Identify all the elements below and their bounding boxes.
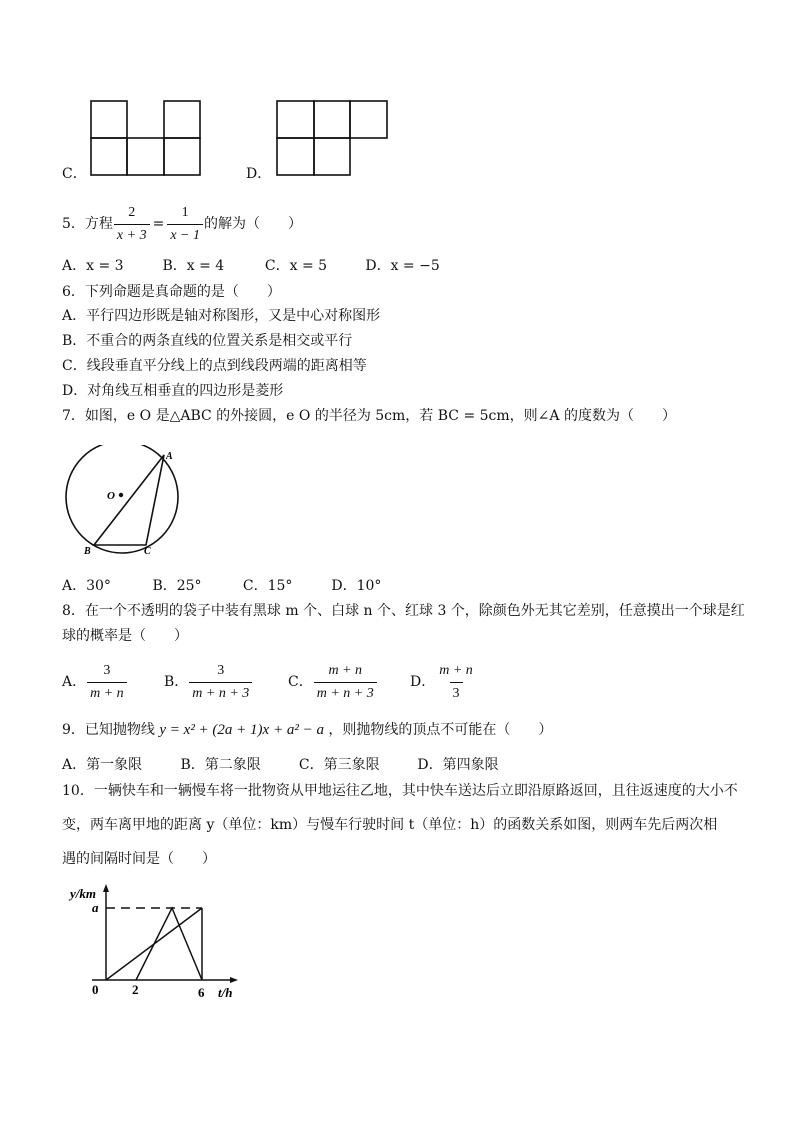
- label-o: O: [107, 490, 115, 502]
- q8-option-a-num: 3: [103, 662, 111, 678]
- q5-option-c: C．x = 5: [264, 258, 328, 274]
- q8-option-d-den: 3: [450, 682, 463, 704]
- tick-6-label: 6: [198, 985, 205, 1000]
- q8-stem-line2: 球的概率是（ ）: [62, 628, 188, 644]
- fast-car-line: [136, 908, 202, 980]
- q4-option-c-figure-full: [90, 100, 210, 178]
- q9-option-b: B．第二象限: [180, 757, 261, 773]
- q8-option-c-num: m + n: [328, 662, 362, 678]
- circumcircle-o: [66, 445, 178, 553]
- x-axis-label: t/h: [218, 985, 233, 1000]
- q8-stem-line1: 8．在一个不透明的袋子中装有黑球 m 个、白球 n 个、红球 3 个，除颜色外无其它差别，任意摸出一个球是红: [62, 603, 745, 619]
- q4-option-d-label: D．: [246, 166, 272, 182]
- q8-option-b-num: 3: [217, 662, 225, 678]
- q6-stem: 6．下列命题是真命题的是（ ）: [62, 284, 281, 300]
- q7-option-a: A．30°: [62, 578, 111, 594]
- q8-option-a: [62, 661, 164, 704]
- q6-option-d: D．对角线互相垂直的四边形是菱形: [62, 383, 284, 399]
- q10-stem-line2: 变，两车离甲地的距离 y（单位：km）与慢车行驶时间 t（单位：h）的函数关系如图，则两车先后两次相: [62, 817, 718, 833]
- q8-option-c: [288, 661, 410, 704]
- q8-option-b-den: m + n + 3: [189, 682, 252, 704]
- q9-formula: y = x² + (2a + 1)x + a² − a: [159, 722, 324, 738]
- y-axis-arrow: [103, 884, 109, 892]
- q5-stem: [62, 204, 302, 244]
- q5-option-d: D．x = −5: [365, 258, 440, 274]
- q5-frac2-numerator: 1: [181, 204, 189, 220]
- q5-suffix: 的解为（ ）: [204, 216, 302, 232]
- q5-options: [62, 256, 440, 276]
- q9-suffix: ，则抛物线的顶点不可能在（ ）: [328, 722, 553, 738]
- triangle-abc: [94, 455, 164, 545]
- q10-stem-line1: 10．一辆快车和一辆慢车将一批物资从甲地运往乙地，其中快车送达后立即沿原路返回，且往返速度的大小不: [62, 783, 738, 799]
- q8-option-a-label: A．: [62, 674, 87, 690]
- q8-option-b: [164, 661, 288, 704]
- q7-option-c: C．15°: [242, 578, 293, 594]
- center-o-dot: [119, 493, 123, 497]
- q8-options: [62, 660, 477, 704]
- q6-option-c: C．线段垂直平分线上的点到线段两端的距离相等: [62, 358, 367, 374]
- q8-option-c-label: C．: [288, 674, 313, 690]
- q5-frac2-denominator: x − 1: [167, 224, 203, 246]
- tick-a-label: a: [92, 900, 99, 915]
- q5-prefix: 5．方程: [62, 216, 113, 232]
- q6-option-a: A．平行四边形既是轴对称图形，又是中心对称图形: [62, 308, 381, 324]
- q6-option-b: B．不重合的两条直线的位置关系是相交或平行: [62, 333, 353, 349]
- q8-option-d-num: m + n: [439, 662, 473, 678]
- origin-label: 0: [92, 982, 99, 997]
- q5-frac1-denominator: x + 3: [114, 224, 150, 246]
- tick-2-label: 2: [132, 982, 139, 997]
- x-axis-arrow: [230, 977, 238, 983]
- q9-stem: [62, 720, 552, 740]
- q9-option-c: C．第三象限: [298, 757, 380, 773]
- q7-option-b: B．25°: [152, 578, 202, 594]
- q5-frac1-numerator: 2: [128, 204, 136, 220]
- q7-option-d: D．10°: [331, 578, 382, 594]
- q5-fraction-1: [114, 203, 150, 246]
- q8-option-c-den: m + n + 3: [314, 682, 377, 704]
- q9-option-d: D．第四象限: [417, 757, 499, 773]
- q7-stem: 7．如图，e O 是△ABC 的外接圆，e O 的半径为 5cm，若 BC = 5cm，则∠A 的度数为（ ）: [62, 408, 676, 424]
- q4-option-d-figure: [276, 100, 390, 178]
- q8-option-a-den: m + n: [87, 682, 127, 704]
- q5-fraction-2: [167, 203, 203, 246]
- q5-option-a: A．x = 3: [62, 258, 124, 274]
- label-a: A: [166, 451, 173, 462]
- q8-option-d: [410, 661, 477, 704]
- q5-equals: =: [152, 216, 165, 232]
- q8-option-d-label: D．: [410, 674, 436, 690]
- q9-prefix: 9．已知抛物线: [62, 722, 155, 738]
- label-c: C: [144, 546, 151, 557]
- q10-distance-time-graph: [62, 880, 252, 1006]
- q8-option-b-label: B．: [164, 674, 189, 690]
- q7-options: [62, 576, 381, 596]
- q4-option-c-label: C．: [62, 166, 87, 182]
- y-axis-label: y/km: [70, 886, 96, 901]
- q9-options: [62, 755, 499, 775]
- q5-option-b: B．x = 4: [162, 258, 225, 274]
- label-b: B: [84, 546, 91, 557]
- q10-stem-line3: 遇的间隔时间是（ ）: [62, 851, 216, 867]
- q7-circle-figure: [60, 445, 190, 560]
- q9-option-a: A．第一象限: [62, 757, 143, 773]
